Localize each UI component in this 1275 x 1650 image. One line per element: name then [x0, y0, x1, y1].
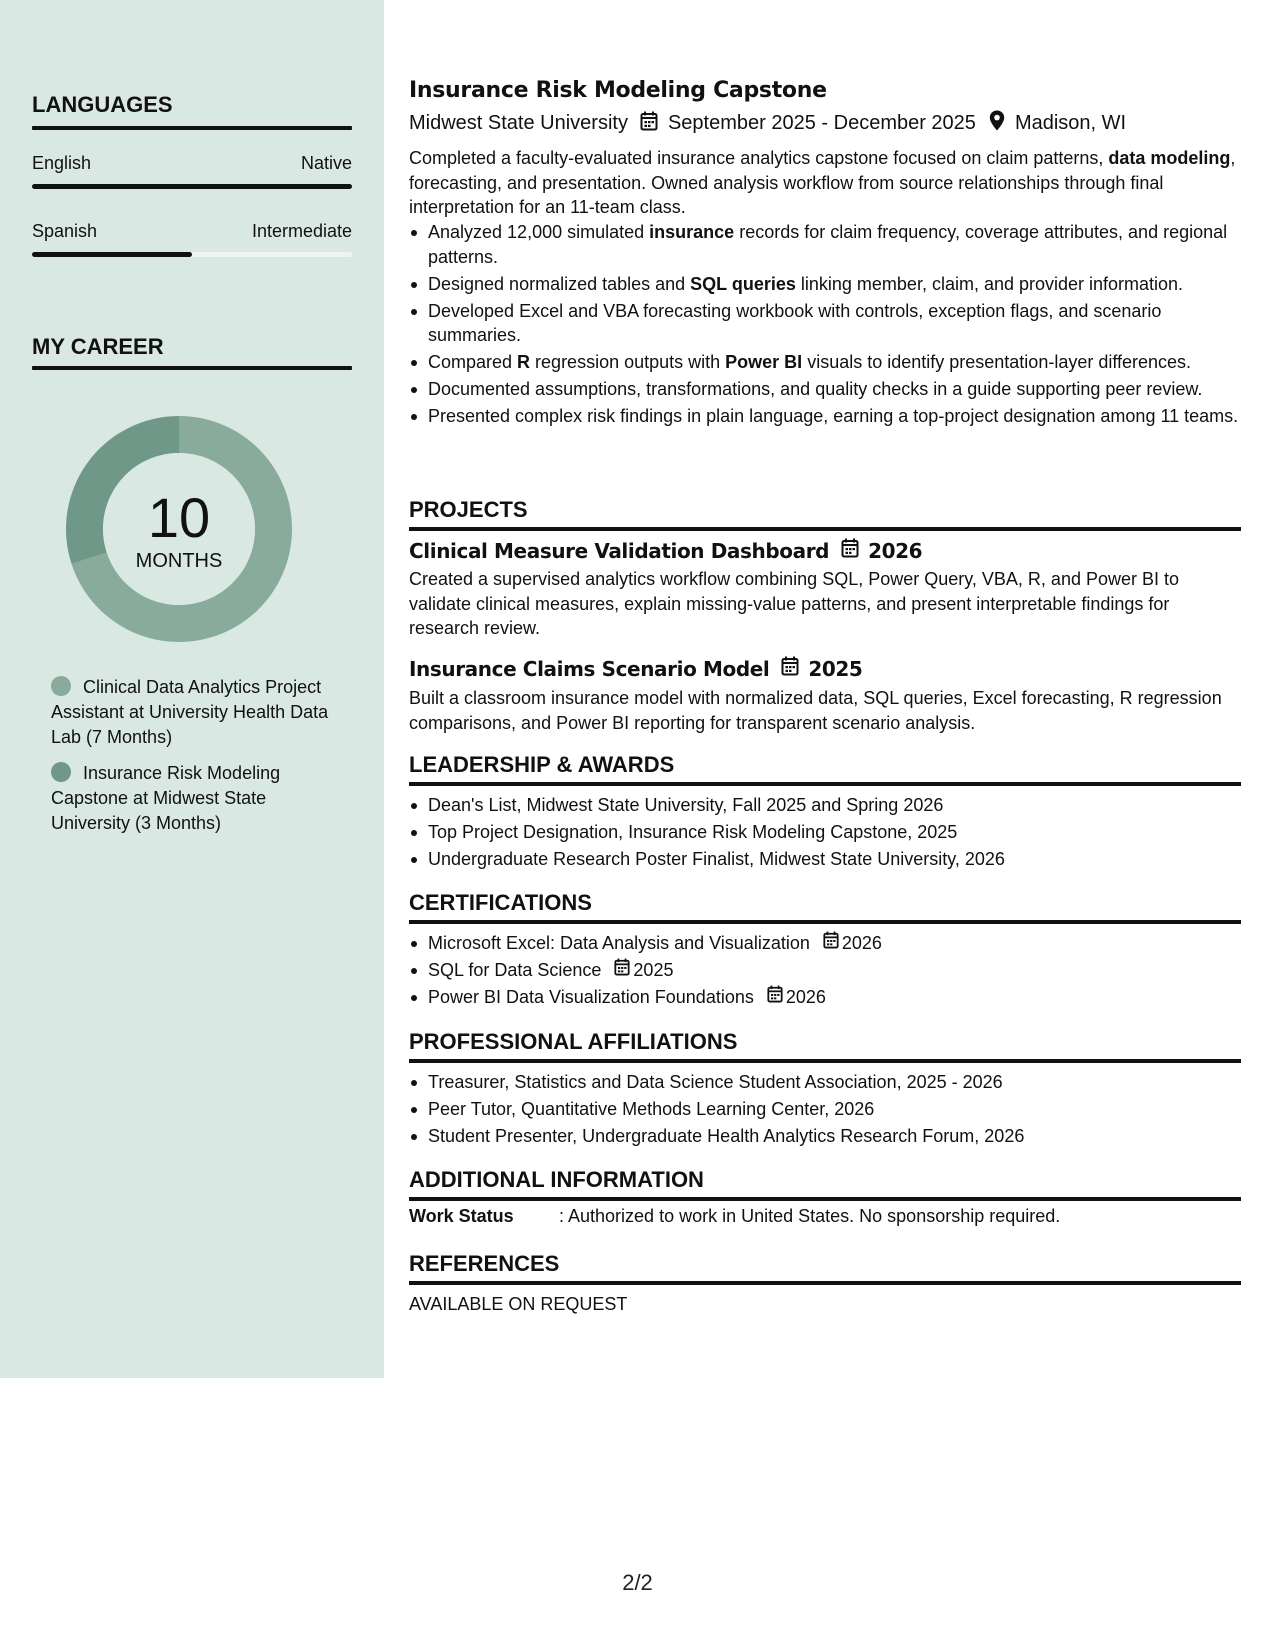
references-heading: REFERENCES [409, 1251, 560, 1276]
affiliation-item: Student Presenter, Undergraduate Health Analytics Research Forum, 2026 [409, 1124, 1241, 1149]
language-name: English [32, 153, 92, 173]
experience-bullet: Developed Excel and VBA forecasting workbook with controls, exception flags, and scenario summaries. [409, 299, 1241, 348]
certifications-heading: CERTIFICATIONS [409, 890, 592, 915]
language-bar-fill [32, 184, 352, 189]
experience-title: Insurance Risk Modeling Capstone [409, 78, 827, 103]
projects-heading: PROJECTS [409, 497, 528, 522]
project-title-row [409, 656, 862, 681]
project-title-row [409, 538, 922, 563]
affiliations-rule [409, 1059, 1241, 1063]
career-legend-dot [51, 676, 71, 696]
leadership-item: Undergraduate Research Poster Finalist, Midwest State University, 2026 [409, 847, 1241, 872]
projects-rule [409, 527, 1241, 531]
summary-text: , forecasting, and presentation. Owned analysis workflow from source relationships through final interpretation for an 11-team class. [409, 148, 1236, 217]
language-name: Spanish [32, 221, 98, 241]
language-bar-english [32, 184, 352, 189]
project-year: 2025 [808, 656, 863, 681]
career-legend-dot [51, 762, 71, 782]
additional-heading: ADDITIONAL INFORMATION [409, 1167, 704, 1192]
sidebar [0, 0, 384, 1378]
language-bar-spanish [32, 252, 352, 257]
project-title: Insurance Claims Scenario Model [409, 656, 770, 681]
work-status-label: Work Status [409, 1206, 514, 1226]
career-item-text: Insurance Risk Modeling Capstone at Midwest State University (3 Months) [51, 763, 281, 833]
leadership-item: Dean's List, Midwest State University, Fall 2025 and Spring 2026 [409, 793, 1241, 818]
references-rule [409, 1281, 1241, 1285]
affiliations-heading: PROFESSIONAL AFFILIATIONS [409, 1029, 738, 1054]
additional-rule [409, 1197, 1241, 1201]
language-level: Intermediate [251, 221, 352, 241]
summary-text: Completed a faculty-evaluated insurance analytics capstone focused on claim patterns, [409, 148, 1109, 168]
leadership-heading: LEADERSHIP & AWARDS [409, 752, 675, 777]
career-item [51, 761, 341, 836]
language-level: Native [300, 153, 352, 173]
page-number: 2/2 [622, 1570, 653, 1595]
experience-meta [409, 110, 1126, 137]
project-year: 2026 [868, 538, 923, 563]
certification-name: SQL for Data Science [428, 960, 602, 980]
experience-location: Madison, WI [1014, 112, 1127, 134]
certification-name: Microsoft Excel: Data Analysis and Visualization [428, 933, 810, 953]
certifications-list [409, 931, 1241, 1012]
map-pin-icon [989, 110, 1005, 137]
experience-bullet: Documented assumptions, transformations, and quality checks in a guide supporting peer review. [409, 377, 1241, 402]
certification-year: 2026 [841, 933, 882, 953]
project-description: Built a classroom insurance model with normalized data, SQL queries, Excel forecasting, R regression comparisons, and Power BI reporting for transparent scenario analysis. [409, 688, 1222, 733]
certification-item [409, 931, 1241, 956]
certification-name: Power BI Data Visualization Foundations [428, 987, 754, 1007]
experience-summary [409, 146, 1241, 220]
affiliations-list [409, 1070, 1241, 1151]
career-rule [32, 366, 352, 370]
calendar-icon [841, 538, 859, 563]
experience-bullets [409, 220, 1241, 431]
certification-year: 2025 [633, 960, 674, 980]
certification-year: 2026 [785, 987, 826, 1007]
work-status-value: : Authorized to work in United States. No sponsorship required. [559, 1206, 1061, 1226]
calendar-icon [823, 931, 839, 956]
languages-heading: LANGUAGES [32, 92, 173, 117]
affiliation-item: Peer Tutor, Quantitative Methods Learning Center, 2026 [409, 1097, 1241, 1122]
experience-bullet: Presented complex risk findings in plain language, earning a top-project designation among 11 teams. [409, 404, 1241, 429]
certification-item [409, 958, 1241, 983]
experience-bullet: Compared R regression outputs with Power BI visuals to identify presentation-layer differences. [409, 350, 1241, 375]
calendar-icon [781, 656, 799, 681]
summary-keyword: data modeling [1108, 148, 1231, 168]
language-row-spanish [32, 221, 352, 242]
languages-rule [32, 126, 352, 130]
career-item-text: Clinical Data Analytics Project Assistant at University Health Data Lab (7 Months) [51, 677, 329, 747]
language-row-english [32, 153, 352, 174]
calendar-icon [614, 958, 630, 983]
certification-item [409, 985, 1241, 1010]
calendar-icon [640, 111, 658, 137]
references-text: AVAILABLE ON REQUEST [409, 1294, 628, 1314]
project-description: Created a supervised analytics workflow combining SQL, Power Query, VBA, R, and Power BI to validate clinical measures, explain missing-value patterns, and present interpretable findings for research review. [409, 569, 1180, 638]
experience-dates: September 2025 - December 2025 [667, 112, 976, 134]
leadership-item: Top Project Designation, Insurance Risk Modeling Capstone, 2025 [409, 820, 1241, 845]
calendar-icon [767, 985, 783, 1010]
career-heading: MY CAREER [32, 334, 164, 359]
project-title: Clinical Measure Validation Dashboard [409, 538, 830, 563]
career-item [51, 675, 341, 750]
language-bar-fill [32, 252, 192, 257]
affiliation-item: Treasurer, Statistics and Data Science Student Association, 2025 - 2026 [409, 1070, 1241, 1095]
experience-bullet: Analyzed 12,000 simulated insurance records for claim frequency, coverage attributes, and regional patterns. [409, 220, 1241, 269]
career-total-number: 10 [147, 486, 211, 549]
leadership-rule [409, 782, 1241, 786]
career-total-unit: MONTHS [135, 550, 223, 572]
experience-org: Midwest State University [409, 112, 628, 134]
experience-bullet: Designed normalized tables and SQL queries linking member, claim, and provider information. [409, 272, 1241, 297]
certifications-rule [409, 920, 1241, 924]
leadership-list [409, 793, 1241, 874]
work-status-row [409, 1206, 1060, 1227]
